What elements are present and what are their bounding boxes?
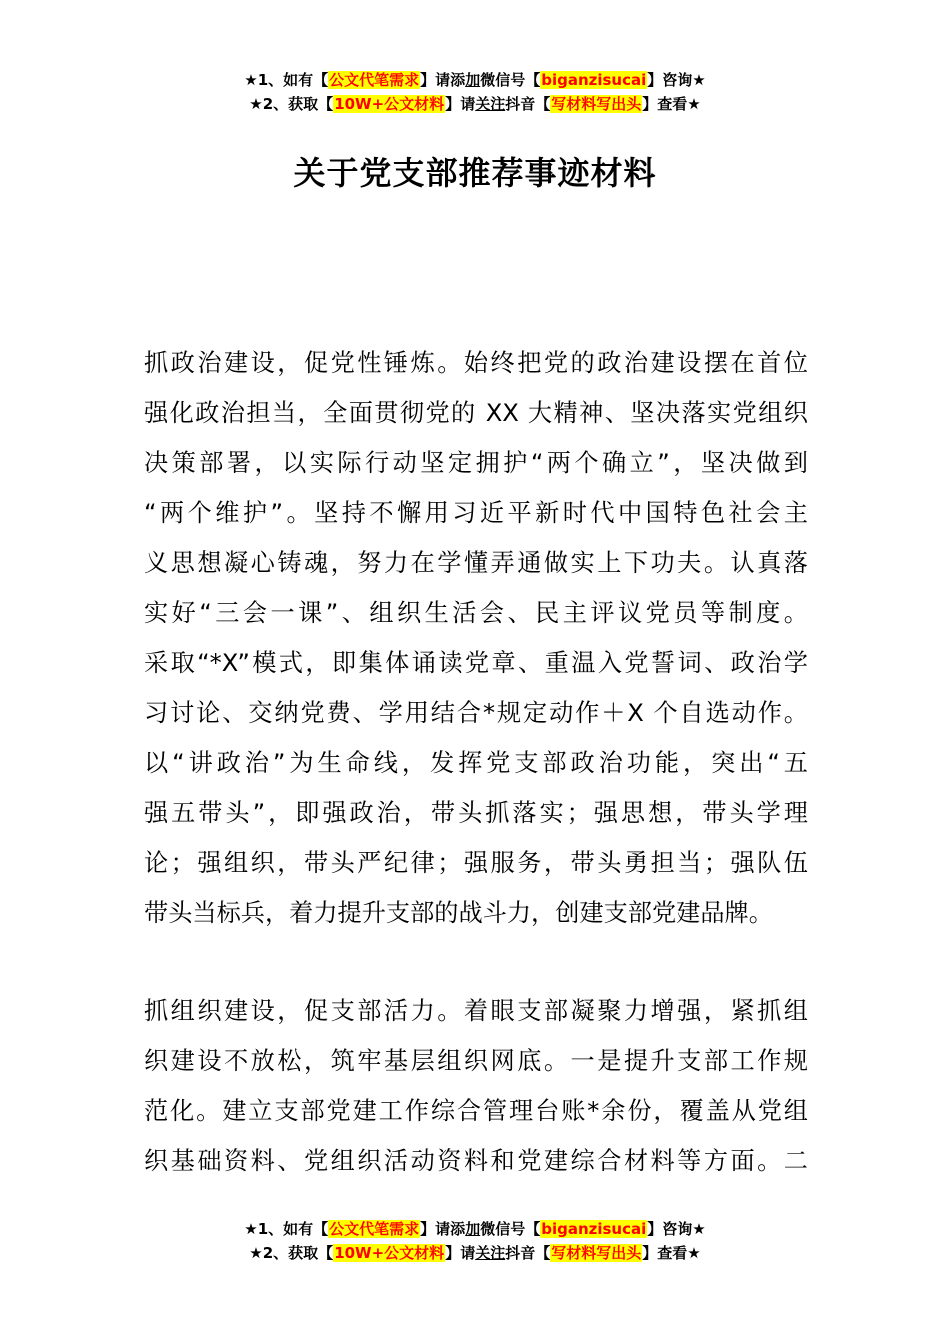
- banner-underlined-text: 关注: [475, 1244, 506, 1262]
- banner-line-1: [0, 68, 950, 92]
- banner-text: 】请添: [420, 71, 466, 89]
- footer-banner: [0, 1217, 950, 1265]
- text-line: 抓政治建设，促党性锤炼。始终把党的政治建设摆在首位: [144, 349, 808, 377]
- text-line: 强五带头”，即强政治，带头抓落实；强思想，带头学理: [144, 799, 808, 827]
- banner-underlined-text: 加: [465, 71, 481, 89]
- banner-line-2: [0, 1241, 950, 1265]
- document-title: 关于党支部推荐事迹材料: [293, 154, 657, 192]
- text-line: 义思想凝心铸魂，努力在学懂弄通做实上下功夫。认真落: [144, 549, 808, 577]
- banner-text: 抖音【: [505, 95, 551, 113]
- text-line: 强化政治担当，全面贯彻党的 XX 大精神、坚决落实党组织: [144, 399, 808, 427]
- text-line: 以“讲政治”为生命线，发挥党支部政治功能，突出“五: [144, 749, 808, 777]
- banner-text: 】请添: [420, 1220, 466, 1238]
- text-line: 采取“*X”模式，即集体诵读党章、重温入党誓词、政治学: [144, 649, 808, 677]
- banner-text: 】查看★: [642, 1244, 701, 1262]
- banner-text: 】请: [445, 95, 476, 113]
- text-line: 范化。建立支部党建工作综合管理台账*余份，覆盖从党组: [144, 1097, 808, 1125]
- text-line: 织基础资料、党组织活动资料和党建综合材料等方面。二: [144, 1147, 808, 1175]
- text-line: 决策部署，以实际行动坚定拥护“两个确立”，坚决做到: [144, 449, 808, 477]
- header-banner: [0, 68, 950, 116]
- banner-highlight: biganzisucai: [541, 71, 647, 89]
- text-line: 织建设不放松，筑牢基层组织网底。一是提升支部工作规: [144, 1047, 808, 1075]
- banner-highlight: biganzisucai: [541, 1220, 647, 1238]
- banner-underlined-text: 关注: [475, 95, 506, 113]
- banner-highlight: 公文代笔需求: [329, 71, 420, 89]
- text-line: 习讨论、交纳党费、学用结合*规定动作＋X 个自选动作。: [144, 699, 808, 727]
- banner-text: ★1、如有【: [244, 1220, 329, 1238]
- banner-text: 】咨询★: [647, 71, 706, 89]
- text-line: “两个维护”。坚持不懈用习近平新时代中国特色社会主: [144, 499, 808, 527]
- banner-line-1: [0, 1217, 950, 1241]
- banner-text: 】请: [445, 1244, 476, 1262]
- banner-text: ★2、获取【: [249, 95, 334, 113]
- text-line: 论；强组织，带头严纪律；强服务，带头勇担当；强队伍: [144, 849, 808, 877]
- paragraph-1: [144, 338, 808, 938]
- text-line: 抓组织建设，促支部活力。着眼支部凝聚力增强，紧抓组: [144, 997, 808, 1025]
- paragraph-2: [144, 986, 808, 1186]
- banner-highlight: 10W+公文材料: [334, 1244, 445, 1262]
- banner-text: ★1、如有【: [244, 71, 329, 89]
- banner-text: ★2、获取【: [249, 1244, 334, 1262]
- banner-text: 微信号【: [480, 71, 541, 89]
- text-line: 带头当标兵，着力提升支部的战斗力，创建支部党建品牌。: [144, 899, 773, 927]
- banner-line-2: [0, 92, 950, 116]
- banner-text: 抖音【: [505, 1244, 551, 1262]
- banner-text: 】查看★: [642, 95, 701, 113]
- banner-text: 】咨询★: [647, 1220, 706, 1238]
- banner-text: 微信号【: [480, 1220, 541, 1238]
- banner-highlight: 公文代笔需求: [329, 1220, 420, 1238]
- banner-highlight: 写材料写出头: [551, 1244, 642, 1262]
- banner-highlight: 10W+公文材料: [334, 95, 445, 113]
- banner-underlined-text: 加: [465, 1220, 481, 1238]
- banner-highlight: 写材料写出头: [551, 95, 642, 113]
- text-line: 实好“三会一课”、组织生活会、民主评议党员等制度。: [144, 599, 808, 627]
